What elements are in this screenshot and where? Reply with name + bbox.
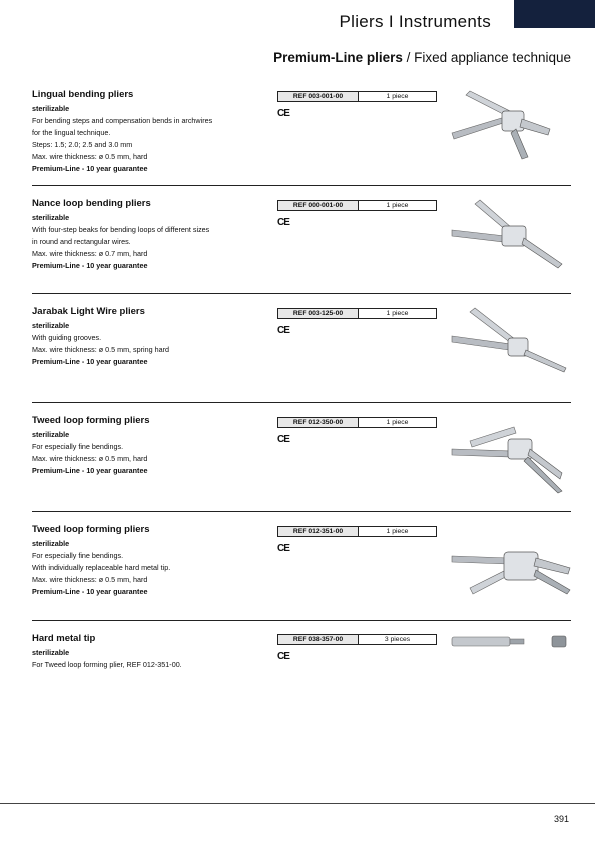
ref-row [277,308,437,319]
ref-row [277,417,437,428]
product-description-line: Max. wire thickness: ø 0.5 mm, hard [32,454,148,463]
quantity: 1 piece [359,526,437,537]
ce-mark: CE [277,651,289,662]
tweed-loop-pliers-image [450,415,570,495]
ce-mark: CE [277,325,289,336]
product-sterilizable: sterilizable [32,213,70,222]
ref-number: REF 003-001-00 [277,91,359,102]
product-name: Nance loop bending pliers [32,198,151,209]
product-sterilizable: sterilizable [32,104,70,113]
product-entry [32,198,571,294]
quantity: 1 piece [359,308,437,319]
quantity: 1 piece [359,91,437,102]
ref-number: REF 038-357-00 [277,634,359,645]
product-name: Lingual bending pliers [32,89,134,100]
product-description-line: With guiding grooves. [32,333,102,342]
product-entry [32,306,571,403]
product-guarantee: Premium-Line - 10 year guarantee [32,357,148,366]
ref-number: REF 003-125-00 [277,308,359,319]
product-entry [32,633,571,683]
product-description-line: in round and rectangular wires. [32,237,131,246]
ref-number: REF 000-001-00 [277,200,359,211]
product-entry [32,415,571,512]
ref-number: REF 012-351-00 [277,526,359,537]
product-description-line: For bending steps and compensation bends in archwires [32,116,213,125]
ref-row [277,634,437,645]
product-guarantee: Premium-Line - 10 year guarantee [32,587,148,596]
product-name: Jarabak Light Wire pliers [32,306,145,317]
product-description-line: Max. wire thickness: ø 0.7 mm, hard [32,249,148,258]
product-description-line: for the lingual technique. [32,128,111,137]
ce-mark: CE [277,108,289,119]
ref-row [277,200,437,211]
quantity: 1 piece [359,417,437,428]
product-description-line: Max. wire thickness: ø 0.5 mm, hard [32,152,148,161]
lingual-bending-pliers-image [450,89,560,161]
section-subtitle [273,50,571,65]
page-number: 391 [553,814,569,824]
product-description-line: For especially fine bendings. [32,551,124,560]
product-description-line: For Tweed loop forming plier, REF 012-351-00. [32,660,182,669]
quantity: 3 pieces [359,634,437,645]
hard-metal-tip-image [450,633,570,649]
subtitle-bold: Premium-Line pliers [273,50,403,65]
ce-mark: CE [277,217,289,228]
ce-mark: CE [277,543,289,554]
product-description-line: Max. wire thickness: ø 0.5 mm, hard [32,575,148,584]
product-guarantee: Premium-Line - 10 year guarantee [32,261,148,270]
product-description-line: Steps: 1.5; 2.0; 2.5 and 3.0 mm [32,140,133,149]
footer-divider [0,803,595,804]
page-title: Pliers I Instruments [339,12,491,31]
ref-number: REF 012-350-00 [277,417,359,428]
product-name: Hard metal tip [32,633,96,644]
product-sterilizable: sterilizable [32,430,70,439]
product-description-line: With individually replaceable hard metal tip. [32,563,171,572]
ce-mark: CE [277,434,289,445]
product-guarantee: Premium-Line - 10 year guarantee [32,466,148,475]
product-description-line: Max. wire thickness: ø 0.5 mm, spring hard [32,345,170,354]
tweed-loop-pliers-tip-image [450,524,575,604]
jarabak-pliers-image [450,306,570,378]
nance-loop-pliers-image [450,198,570,270]
product-sterilizable: sterilizable [32,539,70,548]
product-sterilizable: sterilizable [32,321,70,330]
quantity: 1 piece [359,200,437,211]
product-description-line: With four-step beaks for bending loops of different sizes [32,225,210,234]
header-color-bar [514,0,595,28]
product-entry [32,89,571,186]
product-description-line: For especially fine bendings. [32,442,124,451]
ref-row [277,526,437,537]
subtitle-rest: / Fixed appliance technique [402,50,571,65]
product-entry [32,524,571,621]
product-sterilizable: sterilizable [32,648,70,657]
product-name: Tweed loop forming pliers [32,524,150,535]
product-name: Tweed loop forming pliers [32,415,150,426]
product-guarantee: Premium-Line - 10 year guarantee [32,164,148,173]
ref-row [277,91,437,102]
